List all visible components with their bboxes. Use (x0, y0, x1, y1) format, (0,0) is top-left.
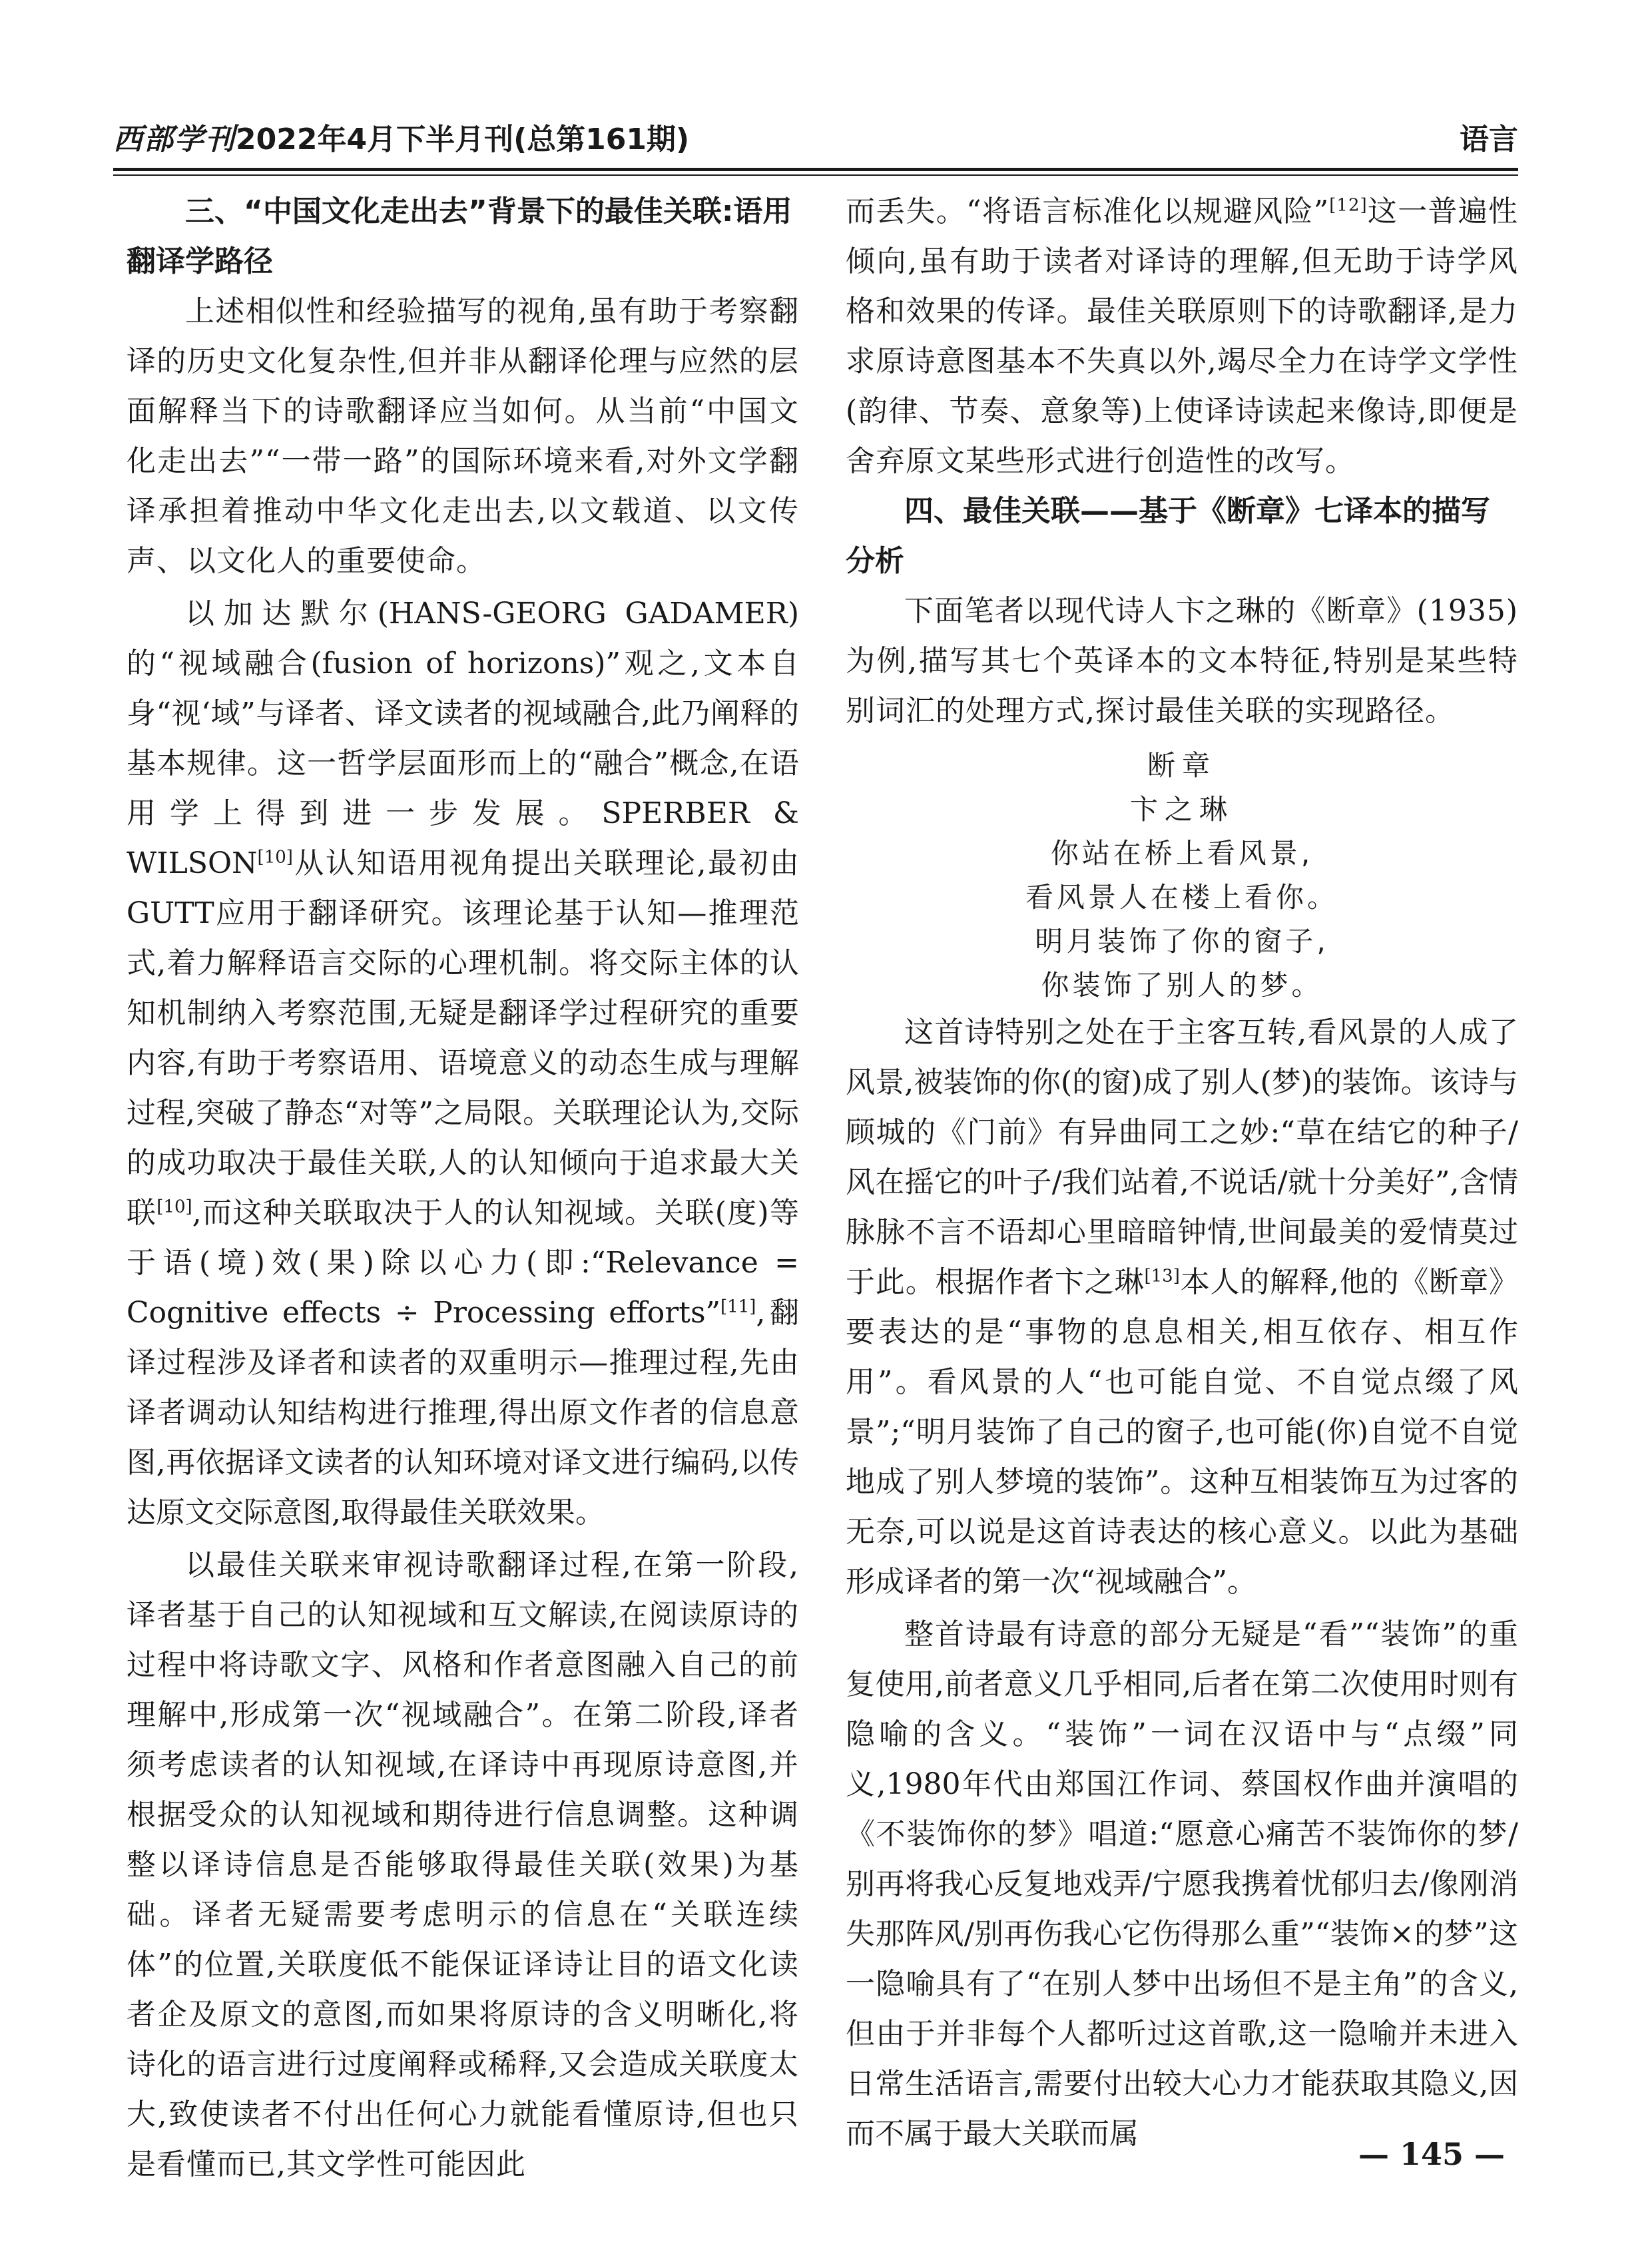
issue-info: 2022年4月下半月刊(总第161期) (236, 123, 690, 156)
poem-line: 明月装饰了你的窗子, (1035, 925, 1329, 958)
poem-title: 断章 (1147, 749, 1217, 782)
journal-logo: 西部学刊 (113, 123, 236, 156)
journal-issue-line (113, 117, 689, 163)
citation-ref: [12] (1329, 195, 1368, 216)
paragraph-left-3: 以最佳关联来审视诗歌翻译过程,在第一阶段,译者基于自己的认知视域和互文解读,在阅读原诗的过程中将诗歌文字、风格和作者意图融入自己的前理解中,形成第一次“视域融合”。在第二阶段,译者须考虑读者的认知视域,在译诗中再现原诗意图,并根据受众的认知视域和期待进行信息调整。这种调整以译诗信息是否能够取得最佳关联(效果)为基础。译者无疑需要考虑明示的信息在“关联连续体”的位置,关联度低不能保证译诗让目的语文化读者企及原文的意图,而如果将原诗的含义明晰化,将诗化的语言进行过度阐释或稀释,又会造成关联度太大,致使读者不付出任何心力就能看懂原诗,但也只是看懂而已,其文学性可能因此 (127, 1548, 799, 2181)
paragraph-right-3 (846, 1007, 1518, 1607)
poem-line: 你站在桥上看风景, (1050, 837, 1314, 870)
text-run: 本人的解释,他的《断章》要表达的是“事物的息息相关,相互依存、相互作用”。看风景的人“也可能自觉、不自觉点缀了风景”;“明月装饰了自己的窗子,也可能(你)自觉不自觉地成了别人梦境的装饰”。这种互相装饰互为过客的无奈,可以说是这首诗表达的核心意义。以此为基础形成译者的第一次“视域融合”。 (846, 1265, 1518, 1599)
right-column (846, 186, 1518, 2151)
poem-block (846, 744, 1518, 1007)
poem-line: 看风景人在楼上看你。 (1025, 881, 1338, 914)
paragraph-right-1 (846, 186, 1518, 486)
text-run: 这首诗特别之处在于主客互转,看风景的人成了风景,被装饰的你(的窗)成了别人(梦)的装饰。该诗与顾城的《门前》有异曲同工之妙:“草在结它的种子/风在摇它的叶子/我们站着,不说话/就十分美好”,含情脉脉不言不语却心里暗暗钟情,世间最美的爱情莫过于此。根据作者卞之琳 (846, 1015, 1518, 1299)
paragraph-left-2 (127, 589, 799, 1538)
header-rule-thin (113, 174, 1518, 176)
paragraph-left-1: 上述相似性和经验描写的视角,虽有助于考察翻译的历史文化复杂性,但并非从翻译伦理与应然的层面解释当下的诗歌翻译应当如何。从当前“中国文化走出去”“一带一路”的国际环境来看,对外文学翻译承担着推动中华文化走出去,以文载道、以文传声、以文化人的重要使命。 (127, 294, 799, 578)
header-rule-thick (113, 168, 1518, 171)
left-column (127, 186, 799, 2181)
text-run: ,而这种关联取决于人的认知视域。关联(度)等于语(境)效(果)除以心力(即:“Relevance = Cognitive effects ÷ Processing efforts” (127, 1196, 799, 1330)
section-heading-3: 三、“中国文化走出去”背景下的最佳关联:语用翻译学路径 (127, 194, 792, 278)
paragraph-right-2: 下面笔者以现代诗人卞之琳的《断章》(1935)为例,描写其七个英译本的文本特征,特别是某些特别词汇的处理方式,探讨最佳关联的实现路径。 (846, 594, 1518, 728)
citation-ref: [13] (1144, 1266, 1180, 1286)
citation-ref: [11] (720, 1296, 756, 1317)
text-run: 以加达默尔(HANS-GEORG GADAMER)的“视域融合(fusion of horizons)”观之,文本自身“视‘域”与译者、译文读者的视域融合,此乃阐释的基本规律。这一哲学层面形而上的“融合”概念,在语用学上得到进一步发展。SPERBER & WILSON (127, 597, 799, 880)
text-run: ,翻译过程涉及译者和读者的双重明示—推理过程,先由译者调动认知结构进行推理,得出原文作者的信息意图,再依据译文读者的认知环境对译文进行编码,以传达原文交际意图,取得最佳关联效果。 (127, 1296, 799, 1530)
section-heading-4: 四、最佳关联——基于《断章》七译本的描写分析 (846, 494, 1490, 578)
text-run: 这一普遍性倾向,虽有助于读者对译诗的理解,但无助于诗学风格和效果的传译。最佳关联原则下的诗歌翻译,是力求原诗意图基本不失真以外,竭尽全力在诗学文学性(韵律、节奏、意象等)上使译诗读起来像诗,即便是舍弃原文某些形式进行创造性的改写。 (846, 194, 1518, 478)
text-run: 从认知语用视角提出关联理论,最初由GUTT应用于翻译研究。该理论基于认知—推理范式,着力解释语言交际的心理机制。将交际主体的认知机制纳入考察范围,无疑是翻译学过程研究的重要内容,有助于考察语用、语境意义的动态生成与理解过程,突破了静态“对等”之局限。关联理论认为,交际的成功取决于最佳关联,人的认知倾向于追求最大关联 (127, 846, 799, 1230)
running-header (113, 117, 1518, 163)
section-tag: 语言 (1460, 123, 1518, 156)
page-number: — 145 — (1358, 2136, 1506, 2172)
paragraph-right-4: 整首诗最有诗意的部分无疑是“看”“装饰”的重复使用,前者意义几乎相同,后者在第二次使用时则有隐喻的含义。“装饰”一词在汉语中与“点缀”同义,1980年代由郑国江作词、蔡国权作曲并演唱的《不装饰你的梦》唱道:“愿意心痛苦不装饰你的梦/别再将我心反复地戏弄/宁愿我携着忧郁归去/像刚消失那阵风/别再伤我心它伤得那么重”“装饰×的梦”这一隐喻具有了“在别人梦中出场但不是主角”的含义,但由于并非每个人都听过这首歌,这一隐喻并未进入日常生活语言,需要付出较大心力才能获取其隐义,因而不属于最大关联而属 (846, 1617, 1518, 2151)
poem-author: 卞之琳 (1129, 793, 1234, 826)
poem-line: 你装饰了别人的梦。 (1041, 969, 1323, 1001)
citation-ref: [10] (156, 1197, 192, 1217)
citation-ref: [10] (257, 847, 293, 868)
text-run: 而丢失。“将语言标准化以规避风险” (846, 194, 1330, 228)
